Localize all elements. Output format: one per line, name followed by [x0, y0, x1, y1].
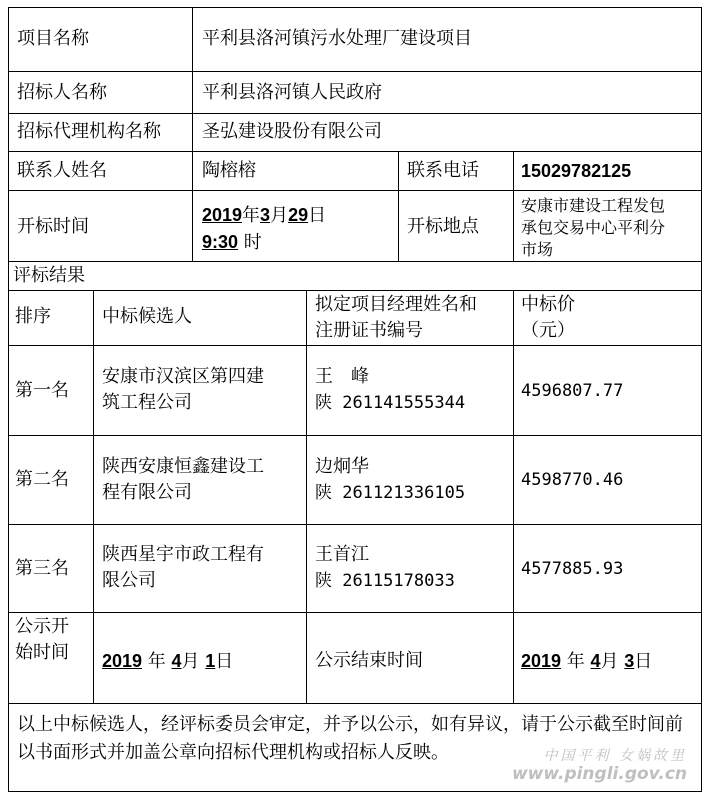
rule: [9, 524, 701, 525]
rule: [398, 151, 399, 261]
unit: 月: [181, 651, 200, 672]
publicity-start-date: [102, 648, 233, 675]
candidate-manager: [315, 364, 465, 416]
unit: 年: [147, 651, 166, 672]
opening-hour: [202, 229, 262, 256]
rule: [9, 612, 701, 613]
candidate-company: [102, 454, 264, 506]
site-watermark: [512, 747, 687, 783]
unit: 年: [566, 651, 585, 672]
company-line: 限公司: [102, 570, 156, 591]
company-line: 安康市汉滨区第四建: [102, 366, 264, 387]
manager-cert: 陕 26115178033: [315, 571, 455, 591]
opening-time-label: 开标时间: [17, 216, 89, 237]
opening-time: 9:30: [202, 232, 239, 252]
publicity-end-label: 公示结束时间: [315, 650, 423, 671]
manager-cert: 陕 261121336105: [315, 483, 466, 503]
unit: 日: [215, 651, 234, 672]
label-line: 始时间: [15, 642, 69, 663]
start-day: 1: [205, 651, 216, 671]
opening-place-value: [521, 195, 665, 261]
start-year: 2019: [102, 651, 143, 671]
unit: 月: [600, 651, 619, 672]
tenderer-value: 平利县洛河镇人民政府: [202, 82, 382, 103]
place-line: 安康市建设工程发包: [521, 196, 666, 215]
unit: 月: [270, 205, 289, 226]
candidate-price: 4577885.93: [521, 559, 624, 579]
rule: [306, 290, 307, 703]
candidate-rank: 第二名: [15, 469, 69, 490]
phone-label: 联系电话: [407, 160, 479, 181]
candidate-rank: 第三名: [15, 558, 69, 579]
agency-label: 招标代理机构名称: [17, 121, 161, 142]
rule: [9, 435, 701, 436]
phone-value: 15029782125: [521, 161, 632, 181]
header-line: （元）: [521, 320, 575, 341]
publicity-end-date: [521, 648, 652, 675]
rule: [9, 113, 701, 114]
candidate-rank: 第一名: [15, 380, 69, 401]
company-line: 筑工程公司: [102, 392, 192, 413]
manager-cert: 陕 261141555344: [315, 393, 466, 413]
opening-year: 2019: [202, 205, 243, 225]
place-line: 承包交易中心平利分: [521, 218, 666, 237]
project-name-label: 项目名称: [17, 28, 89, 49]
objection-note: 以上中标候选人，经评标委员会审定，并予以公示，如有异议，请于公示截至时间前以书面形式并加盖公章向招标代理机构或招标人反映。: [17, 714, 683, 763]
rule: [9, 71, 701, 72]
company-line: 程有限公司: [102, 482, 192, 503]
rule: [513, 290, 514, 703]
rule: [93, 290, 94, 703]
manager-name: 王 峰: [315, 366, 369, 387]
manager-name: 边炯华: [315, 456, 369, 477]
unit: 日: [634, 651, 653, 672]
opening-place-label: 开标地点: [407, 216, 479, 237]
end-year: 2019: [521, 651, 562, 671]
project-name-value: 平利县洛河镇污水处理厂建设项目: [202, 28, 472, 49]
agency-value: 圣弘建设股份有限公司: [202, 121, 382, 142]
rule: [513, 151, 514, 261]
start-month: 4: [171, 651, 182, 671]
watermark-line: www.pingli.gov.cn: [511, 764, 687, 784]
candidate-manager: [315, 454, 465, 506]
candidate-price: 4596807.77: [521, 381, 624, 401]
header-line: 拟定项目经理姓名和: [315, 294, 477, 315]
watermark-line: 中国平利 女娲故里: [543, 748, 687, 764]
tenderer-label: 招标人名称: [17, 82, 107, 103]
opening-month: 3: [260, 205, 271, 225]
header-candidate: 中标候选人: [102, 306, 192, 327]
rule: [9, 345, 701, 346]
company-line: 陕西星宇市政工程有: [102, 544, 264, 565]
end-day: 3: [624, 651, 635, 671]
header-rank: 排序: [15, 306, 51, 327]
end-month: 4: [590, 651, 601, 671]
rule: [9, 151, 701, 152]
opening-date: [202, 202, 326, 229]
evaluation-title: 评标结果: [13, 265, 85, 286]
rule: [192, 8, 193, 261]
place-line: 市场: [521, 240, 554, 259]
candidate-price: 4598770.46: [521, 470, 624, 490]
unit: 时: [243, 232, 262, 253]
header-price: [521, 292, 575, 344]
rule: [9, 190, 701, 191]
label-line: 公示开: [15, 616, 69, 637]
contact-value: 陶榕榕: [202, 160, 256, 181]
unit: 日: [308, 205, 327, 226]
candidate-company: [102, 542, 264, 594]
candidate-manager: [315, 542, 455, 594]
candidate-company: [102, 364, 264, 416]
contact-label: 联系人姓名: [17, 160, 107, 181]
header-line: 注册证书编号: [315, 320, 423, 341]
header-manager: [315, 292, 477, 344]
rule: [9, 703, 701, 704]
opening-day: 29: [288, 205, 309, 225]
rule: [9, 290, 701, 291]
company-line: 陕西安康恒鑫建设工: [102, 456, 264, 477]
header-line: 中标价: [521, 294, 575, 315]
unit: 年: [242, 205, 261, 226]
manager-name: 王首江: [315, 544, 369, 565]
rule: [9, 261, 701, 262]
bid-result-table: [8, 7, 702, 792]
publicity-start-label: [15, 614, 69, 666]
